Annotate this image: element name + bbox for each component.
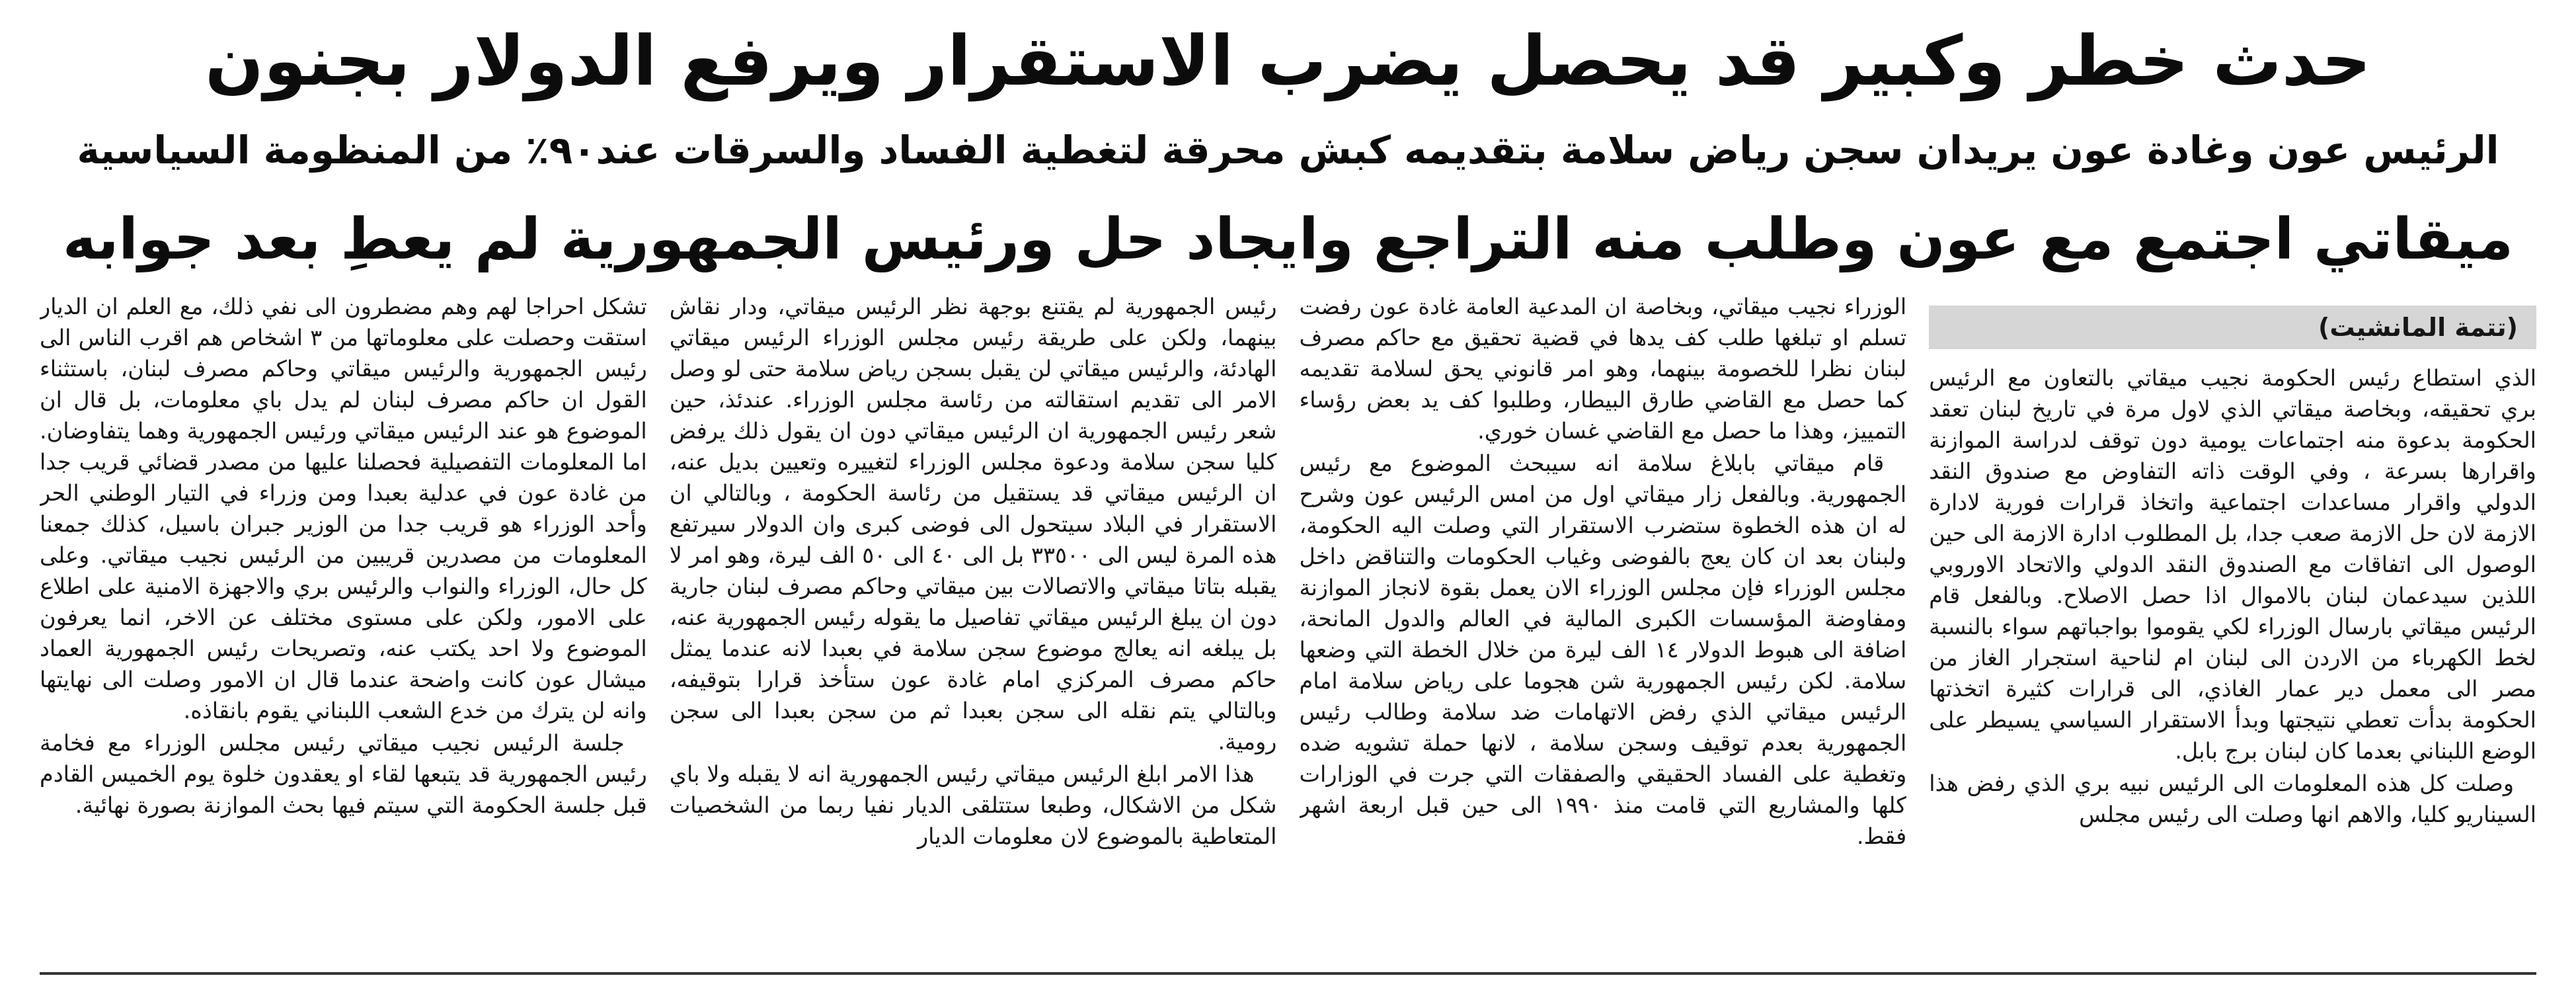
continuation-label: (تتمة المانشيت) — [1929, 306, 2536, 349]
third-headline: ميقاتي اجتمع مع عون وطلب منه التراجع وايجاد حل ورئيس الجمهورية لم يعطِ بعد جوابه — [62, 206, 2514, 272]
article-paragraph: وصلت كل هذه المعلومات الى الرئيس نبيه بري الذي رفض هذا السيناريو كليا، والاهم انها وصلت الى رئيس مجلس — [1929, 770, 2536, 827]
article-paragraph: تشكل احراجا لهم وهم مضطرون الى نفي ذلك، مع العلم ان الديار استقت وحصلت على معلوماتها من ٣ اشخاص هم اقرب الناس الى رئيس الجمهورية والرئيس ميقاتي وحاكم مصرف لبنان، باستثناء القول ان حاكم مصرف لبنان لم يدل باي معلومات، بل قال ان الموضوع هو عند الرئيس ميقاتي ورئيس الجمهورية وهما يتفاوضان. اما المعلومات التفصيلية فحصلنا عليها من مصدر قضائي قريب جدا من غادة عون في عدلية بعبدا ومن وزراء في التيار الوطني الحر وأحد الوزراء هو قريب جدا من الوزير جبران باسيل، كذلك جمعنا المعلومات من مصدرين قريبين من الرئيس نجيب ميقاتي. وعلى كل حال، الوزراء والنواب والرئيس بري والاجهزة الامنية على اطلاع على الامور، ولكن على مستوى مختلف عن الاخر، انما يعرفون الموضوع ولا احد يكتب عنه، وتصريحات رئيس الجمهورية العماد ميشال عون كانت واضحة عندما قال ان الامور وصلت الى نهايتها وانه لن يترك من خدع الشعب اللبناني يقوم بانقاذه. — [40, 294, 647, 723]
article-paragraph: قام ميقاتي بابلاغ سلامة انه سيبحث الموضوع مع رئيس الجمهورية. وبالفعل زار ميقاتي اول من امس الرئيس عون وشرح له ان هذه الخطوة ستضرب الاستقرار التي وصلت اليه الحكومة، ولبنان بعد ان كان يعج بالفوضى وغياب الحكومات والتناقض داخل مجلس الوزراء فإن مجلس الوزراء الان يعمل بقوة لانجاز الموازنة ومفاوضة المؤسسات الكبرى المالية في العالم والدول المانحة، اضافة الى هبوط الدولار ١٤ الف ليرة من خلال الخطة التي وضعها سلامة. لكن رئيس الجمهورية شن هجوما على رياض سلامة امام الرئيس ميقاتي الذي رفض الاتهامات ضد سلامة وطالب رئيس الجمهورية بعدم توقيف وسجن سلامة ، لانها حملة تشويه ضده وتغطية على الفساد الحقيقي والصفقات التي جرت في الوزارات كلها والمشاريع التي قامت منذ ١٩٩٠ الى حين قبل اربعة اشهر فقط. — [1299, 450, 1907, 849]
article-column-3 — [670, 291, 1277, 959]
article-column-2 — [1300, 291, 1907, 959]
article-column-1 — [1929, 291, 2536, 959]
article-paragraph: رئيس الجمهورية لم يقتنع بوجهة نظر الرئيس ميقاتي، ودار نقاش بينهما، ولكن على طريقة رئيس مجلس الوزراء الرئيس ميقاتي الهادئة، والرئيس ميقاتي لن يقبل بسجن رياض سلامة حتى لو وصل الامر الى تقديم استقالته من رئاسة مجلس الوزراء. عندئذ، حين شعر رئيس الجمهورية ان الرئيس ميقاتي دون ان يقول ذلك يرفض كليا سجن سلامة ودعوة مجلس الوزراء لتغييره وتعيين بديل عنه، ان الرئيس ميقاتي قد يستقيل من رئاسة الحكومة ، وبالتالي ان الاستقرار في البلاد سيتحول الى فوضى كبرى وان الدولار سيرتفع هذه المرة ليس الى ٣٣٥٠٠ بل الى ٤٠ الى ٥٠ الف ليرة، وهو امر لا يقبله بتاتا ميقاتي والاتصالات بين ميقاتي وحاكم مصرف لبنان جارية دون ان يبلغ الرئيس ميقاتي تفاصيل ما يقوله رئيس الجمهورية عنه، بل يبلغه انه يعالج موضوع سجن سلامة في بعبدا لانه عندما يمثل حاكم مصرف المركزي امام غادة عون ستأخذ قرارا بتوقيفه، وبالتالي يتم نقله الى سجن بعبدا ثم من سجن بعبدا الى سجن رومية. — [669, 294, 1277, 755]
bottom-divider — [40, 972, 2536, 975]
article-columns — [40, 291, 2536, 959]
article-column-4 — [40, 291, 647, 959]
article-paragraph: الوزراء نجيب ميقاتي، وبخاصة ان المدعية العامة غادة عون رفضت تسلم او تبلغها طلب كف يدها في قضية تحقيق مع حاكم مصرف لبنان نظرا للخصومة بينهما، وهو امر قانوني يحق لسلامة تقديمه كما حصل مع القاضي طارق البيطار، وطلبوا كف يد بعض رؤساء التمييز، وهذا ما حصل مع القاضي غسان خوري. — [1299, 294, 1907, 444]
article-paragraph: جلسة الرئيس نجيب ميقاتي رئيس مجلس الوزراء مع فخامة رئيس الجمهورية قد يتبعها لقاء او يعقدون خلوة يوم الخميس القادم قبل جلسة الحكومة التي سيتم فيها بحث الموازنة بصورة نهائية. — [40, 730, 647, 818]
article-paragraph: هذا الامر ابلغ الرئيس ميقاتي رئيس الجمهورية انه لا يقبله ولا باي شكل من الاشكال، وطبعا ستتلقى الديار نفيا ربما من الشخصيات المتعاطية بالموضوع لان معلومات الديار — [669, 761, 1277, 849]
main-headline: حدث خطر وكبير قد يحصل يضرب الاستقرار ويرفع الدولار بجنون — [205, 21, 2371, 101]
article-paragraph: الذي استطاع رئيس الحكومة نجيب ميقاتي بالتعاون مع الرئيس بري تحقيقه، وبخاصة ميقاتي الذي لاول مرة في تاريخ لبنان تعقد الحكومة بدعوة منه اجتماعات يومية دون توقف لدراسة الموازنة واقرارها بسرعة ، وفي الوقت ذاته التفاوض مع صندوق النقد الدولي واقرار مساعدات اجتماعية واتخاذ قرارات فورية لادارة الازمة لان حل الازمة صعب جدا، بل المطلوب ادارة الازمة الى حين الوصول الى اتفاقات مع الصندوق النقد الدولي والاتحاد الاوروبي اللذين سيدعمان لبنان بالاموال اذا حصل الاصلاح. وبالفعل قام الرئيس ميقاتي بارسال الوزراء لكي يقوموا بواجباتهم سواء بالنسبة لخط الكهرباء من الاردن الى لبنان ام لناحية استجرار الغاز من مصر الى معمل دير عمار الغاذي، الى قرارات كثيرة اتخذتها الحكومة بدأت تعطي نتيجتها وبدأ الاستقرار السياسي يسيطر على الوضع اللبناني بعدما كان لبنان برج بابل. — [1929, 365, 2536, 764]
sub-headline: الرئيس عون وغادة عون يريدان سجن رياض سلامة بتقديمه كبش محرقة لتغطية الفساد والسرقات عند٩٠٪ من المنظومة السياسية — [77, 128, 2499, 173]
